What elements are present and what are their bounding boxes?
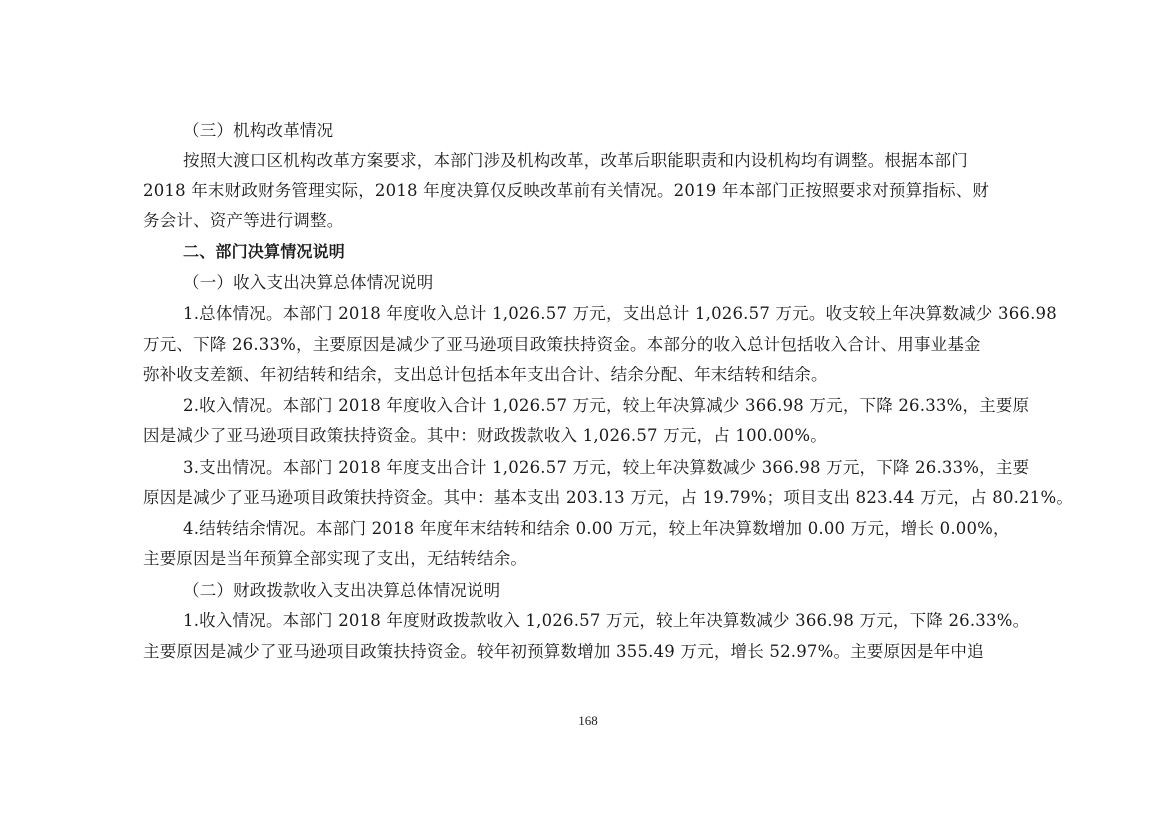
paragraph-line: 1.总体情况。本部门 2018 年度收入总计 1,026.57 万元，支出总计 1,026.57 万元。收支较上年决算数减少 366.98 (183, 304, 1057, 323)
paragraph-line: 弥补收支差额、年初结转和结余，支出总计包括本年支出合计、结余分配、年末结转和结余。 (143, 365, 828, 384)
subsection-heading-1: （一）收入支出决算总体情况说明 (183, 273, 434, 292)
paragraph-line: 4.结转结余情况。本部门 2018 年度年末结转和结余 0.00 万元，较上年决算数增加 0.00 万元，增长 0.00%， (183, 519, 1010, 538)
paragraph-line: 按照大渡口区机构改革方案要求，本部门涉及机构改革，改革后职能职责和内设机构均有调整。根据本部门 (183, 151, 968, 170)
paragraph-line: 务会计、资产等进行调整。 (143, 211, 344, 230)
page-number: 168 (578, 713, 598, 728)
paragraph-line: 主要原因是当年预算全部实现了支出，无结转结余。 (143, 549, 528, 568)
paragraph-line: 万元、下降 26.33%，主要原因是减少了亚马逊项目政策扶持资金。本部分的收入总计包括收入合计、用事业基金 (143, 335, 981, 354)
subsection-heading-3: （三）机构改革情况 (183, 121, 334, 140)
subsection-heading-2: （二）财政拨款收入支出决算总体情况说明 (183, 581, 501, 600)
paragraph-line: 主要原因是减少了亚马逊项目政策扶持资金。较年初预算数增加 355.49 万元，增长 52.97%。主要原因是年中追 (143, 642, 984, 661)
paragraph-line: 1.收入情况。本部门 2018 年度财政拨款收入 1,026.57 万元，较上年决算数减少 366.98 万元，下降 26.33%。 (183, 611, 1030, 630)
paragraph-line: 原因是减少了亚马逊项目政策扶持资金。其中：基本支出 203.13 万元，占 19.79%；项目支出 823.44 万元，占 80.21%。 (143, 488, 1074, 507)
paragraph-line: 3.支出情况。本部门 2018 年度支出合计 1,026.57 万元，较上年决算数减少 366.98 万元，下降 26.33%，主要 (183, 458, 1030, 477)
paragraph-line: 2018 年末财政财务管理实际，2018 年度决算仅反映改革前有关情况。2019 年本部门正按照要求对预算指标、财 (143, 181, 990, 200)
section-heading-2: 二、部门决算情况说明 (183, 242, 346, 261)
paragraph-line: 2.收入情况。本部门 2018 年度收入合计 1,026.57 万元，较上年决算减少 366.98 万元，下降 26.33%，主要原 (183, 396, 1030, 415)
paragraph-line: 因是减少了亚马逊项目政策扶持资金。其中：财政拨款收入 1,026.57 万元，占 100.00%。 (143, 426, 827, 445)
